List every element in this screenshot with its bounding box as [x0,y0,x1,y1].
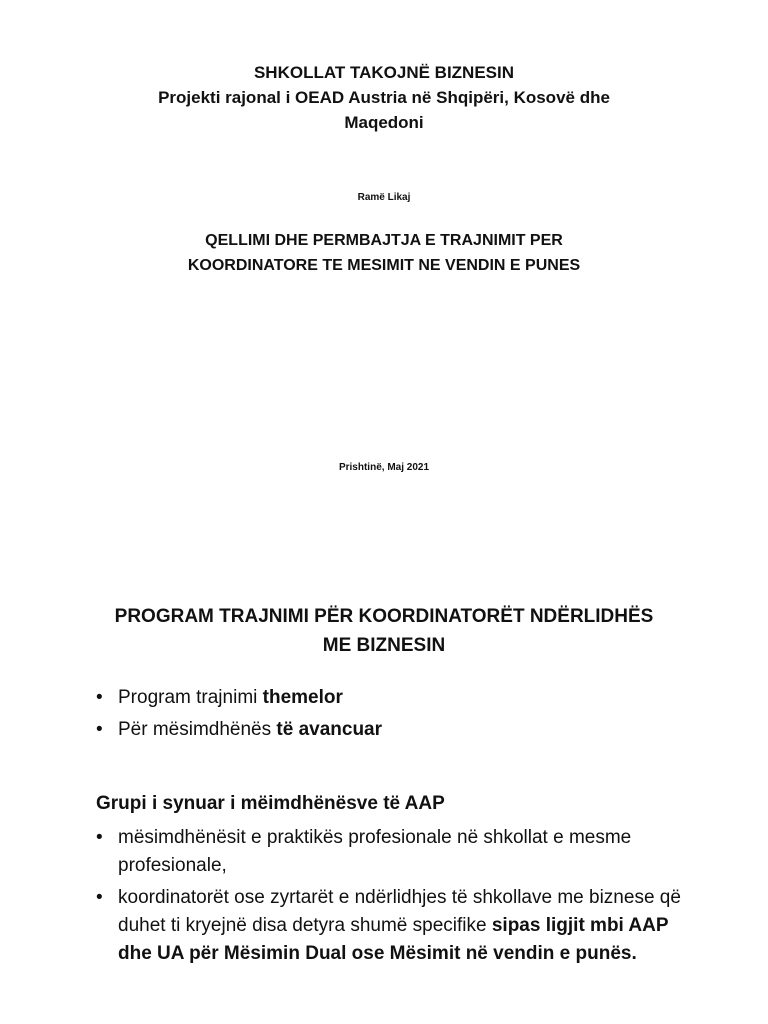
slide-2-title [60,602,708,660]
list-item [96,716,696,744]
list-item-text: mësimdhënësit e praktikës profesionale në shkollat e mesme profesionale, [118,827,632,876]
list-item [96,824,696,880]
list-item-text: Program trajnimi [118,687,263,708]
slide-2 [0,560,768,1024]
bullet-icon: • [96,827,103,848]
list-item [96,884,696,968]
bullet-icon: • [96,887,103,908]
target-group-list [96,824,696,972]
bullet-icon: • [96,687,103,708]
title-line-2: Projekti rajonal i OEAD Austria në Shqipëri, Kosovë dhe [158,88,610,107]
slide-2-title-line-2: ME BIZNESIN [322,635,446,656]
author-name: Ramë Likaj [357,192,411,203]
title-line-1: SHKOLLAT TAKOJNË BIZNESIN [253,63,515,82]
list-item-bold: themelor [262,687,343,708]
list-item-text: Për mësimdhënës [118,719,277,740]
slide-1-subtitle [60,228,708,278]
list-item-text: koordinatorët ose zyrtarët e ndërlidhjes të shkollave me biznese që duhet ti kryejnë disa detyra shumë specifike [118,887,681,936]
list-item [96,684,696,712]
list-item-bold: të avancuar [276,719,383,740]
list-item-bold: sipas ligjit mbi AAP dhe UA për Mësimin Dual ose Mësimit në vendin e punës. [118,915,669,964]
subtitle-line-1: QELLIMI DHE PERMBAJTJA E TRAJNIMIT PER [205,232,563,249]
program-type-list [96,684,696,748]
title-line-3: Maqedoni [344,113,424,132]
subtitle-line-2: KOORDINATORE TE MESIMIT NE VENDIN E PUNES [187,257,581,274]
bullet-icon: • [96,719,103,740]
target-group-heading: Grupi i synuar i mëimdhënësve të AAP [96,793,445,814]
place-date: Prishtinë, Maj 2021 [338,462,430,473]
slide-1-title [60,60,708,135]
slide-2-title-line-1: PROGRAM TRAJNIMI PËR KOORDINATORËT NDËRLIDHËS [114,606,654,627]
